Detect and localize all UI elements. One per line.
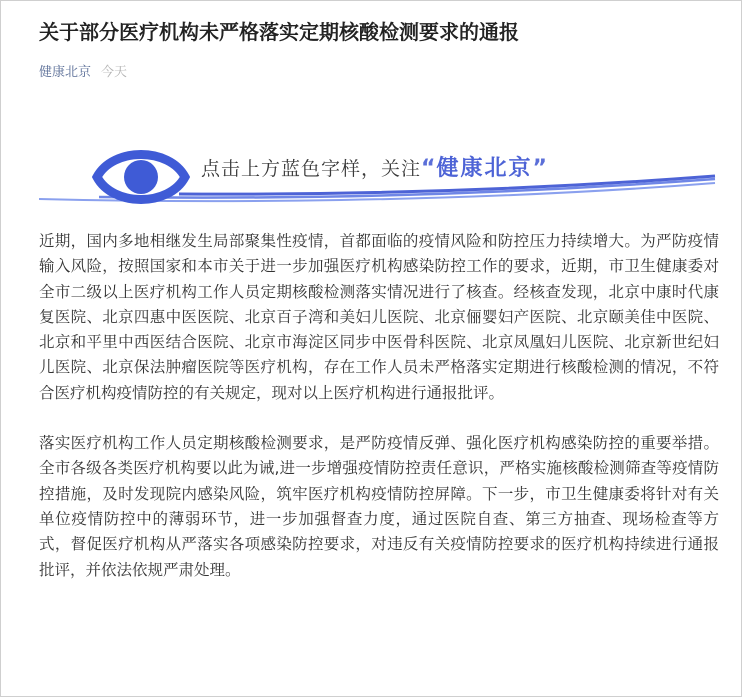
account-name-link[interactable]: 健康北京: [39, 65, 92, 80]
slogan-prefix: 点击上方蓝色字样，关注: [201, 158, 422, 180]
article-title: 关于部分医疗机构未严格落实定期核酸检测要求的通报: [39, 20, 519, 44]
article-body: [39, 229, 719, 608]
follow-banner[interactable]: [39, 121, 719, 217]
publish-time: 今天: [101, 65, 128, 80]
close-quote: ”: [532, 156, 548, 181]
follow-slogan: [201, 155, 548, 183]
brand-name: 健康北京: [436, 156, 533, 181]
open-quote: “: [421, 156, 437, 181]
paragraph: 落实医疗机构工作人员定期核酸检测要求，是严防疫情反弹、强化医疗机构感染防控的重要举措。全市各级各类医疗机构要以此为诫,进一步增强疫情防控责任意识，严格实施核酸检测筛查等疫情防控措施，及时发现院内感染风险，筑牢医疗机构疫情防控屏障。下一步，市卫生健康委将针对有关单位疫情防控中的薄弱环节，进一步加强督查力度，通过医院自查、第三方抽查、现场检查等方式，督促医疗机构从严落实各项感染防控要求，对违反有关疫情防控要求的医疗机构持续进行通报批评，并依法依规严肃处理。: [39, 434, 719, 579]
article-meta: [39, 63, 127, 83]
paragraph: 近期，国内多地相继发生局部聚集性疫情，首都面临的疫情风险和防控压力持续增大。为严防疫情输入风险，按照国家和本市关于进一步加强医疗机构感染防控工作的要求，近期，市卫生健康委对全市二级以上医疗机构工作人员定期核酸检测落实情况进行了核查。经核查发现，北京中康时代康复医院、北京四惠中医医院、北京百子湾和美妇儿医院、北京俪婴妇产医院、北京颐美佳中医院、北京和平里中西医结合医院、北京市海淀区同步中医骨科医院、北京凤凰妇儿医院、北京新世纪妇儿医院、北京保法肿瘤医院等医疗机构，存在工作人员未严格落实定期进行核酸检测的情况，不符合医疗机构疫情防控的有关规定，现对以上医疗机构进行通报批评。: [39, 232, 719, 402]
eye-logo-icon: [97, 155, 185, 200]
